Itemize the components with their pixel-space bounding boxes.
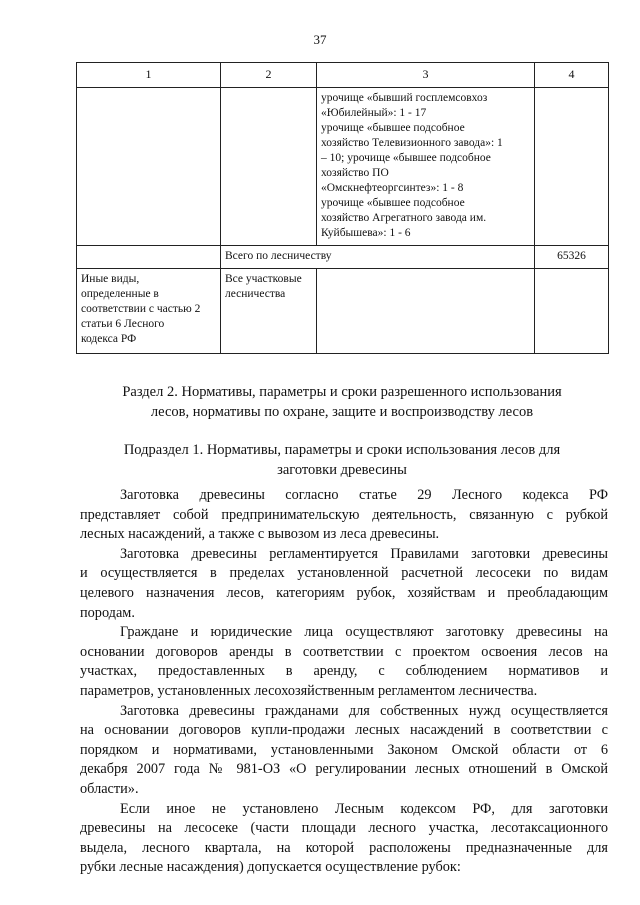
paragraph-line: на основании договоров купли-продажи лесных насаждений в соответствии с [80,722,608,739]
other-use-line: статьи 6 Лесного [81,318,165,330]
places-line: хозяйство Агрегатного завода им. [321,212,487,224]
places-line: урочище «бывшее подсобное [321,122,465,134]
places-line: хозяйство ПО [321,167,389,179]
section-title [76,382,608,422]
paragraph-line: Заготовка древесины гражданами для собственных нужд осуществляется [120,702,608,719]
total-value: 65326 [535,246,609,269]
section-title-line: лесов, нормативы по охране, защите и воспроизводству лесов [150,404,534,420]
column-number-1: 1 [77,63,221,88]
paragraph-line: и осуществляется в пределах установленной расчетной лесосеки по видам [80,565,608,582]
empty-cell [77,88,221,246]
all-districts-line: Все участковые [225,273,302,285]
total-label: Всего по лесничеству [221,246,535,269]
places-line: хозяйство Телевизионного завода»: 1 [321,137,503,149]
other-use-cell [77,269,221,354]
other-use-line: соответствии с частью 2 [81,303,201,315]
empty-cell [221,88,317,246]
paragraph-line: породам. [80,604,135,621]
table-header-row [77,63,609,88]
body-text [80,486,608,878]
table-row [77,88,609,246]
places-line: урочище «бывшее подсобное [321,197,465,209]
column-number-2: 2 [221,63,317,88]
all-districts-line: лесничества [225,288,286,300]
paragraph-line: области». [80,780,139,797]
paragraph [80,486,608,545]
table-row [77,269,609,354]
paragraph-line: представляет собой предпринимательскую деятельность, связанную с рубкой [80,506,608,523]
paragraph-line: декабря 2007 года № 981-ОЗ «О регулировании лесных отношений в Омской [80,761,608,778]
paragraph-line: Заготовка древесины регламентируется Правилами заготовки древесины [120,545,608,562]
forestry-table [76,62,609,354]
paragraph-line: Если иное не установлено Лесным кодексом РФ, для заготовки [120,800,608,817]
paragraph [80,545,608,623]
places-line: «Омскнефтеоргсинтез»: 1 - 8 [321,182,464,194]
paragraph-line: основании договоров аренды в соответствии с проектом освоения лесов на [80,643,608,660]
empty-cell [77,246,221,269]
places-line: урочище «бывший госплемсовхоз [321,92,488,104]
empty-cell [317,269,535,354]
section-title-line: Раздел 2. Нормативы, параметры и сроки разрешенного использования [122,384,562,400]
paragraph [80,623,608,701]
paragraph-line: порядком и нормативами, установленными Законом Омской области от 6 [80,741,608,758]
paragraph-line: рубки лесные насаждения) допускается осуществление рубок: [80,859,461,876]
paragraph [80,800,608,878]
empty-cell [535,269,609,354]
empty-cell [535,88,609,246]
other-use-line: кодекса РФ [81,333,137,345]
other-use-line: Иные виды, [81,273,140,285]
places-line: Куйбышева»: 1 - 6 [321,227,411,239]
paragraph-line: целевого назначения лесов, категориям рубок, хозяйствам и преобладающим [80,584,608,601]
page-number: 37 [313,32,327,47]
subsection-title-line: заготовки древесины [277,462,407,478]
subsection-title [76,440,608,480]
other-use-line: определенные в [81,288,159,300]
paragraph-line: Граждане и юридические лица осуществляют заготовку древесины на [120,624,608,641]
paragraph-line: выдела, лесного квартала, на которой расположены предназначенные для [80,839,608,856]
paragraph-line: древесины на лесосеке (части площади лесного участка, лесотаксационного [80,820,608,837]
column-number-3: 3 [317,63,535,88]
paragraph-line: участках, предоставленных в аренду, с соблюдением нормативов и [80,663,608,680]
paragraph-line: параметров, установленных лесохозяйственным регламентом лесничества. [80,682,538,699]
paragraph-line: Заготовка древесины согласно статье 29 Лесного кодекса РФ [120,487,608,503]
paragraph [80,702,608,800]
paragraph-line: лесных насаждений, а также с вывозом из леса древесины. [80,526,440,543]
all-districts-cell [221,269,317,354]
table-row [77,246,609,269]
places-line: «Юбилейный»: 1 - 17 [321,107,427,119]
column-number-4: 4 [535,63,609,88]
places-cell [317,88,535,246]
subsection-title-line: Подраздел 1. Нормативы, параметры и сроки использования лесов для [123,442,561,458]
places-line: – 10; урочище «бывшее подсобное [321,152,491,164]
